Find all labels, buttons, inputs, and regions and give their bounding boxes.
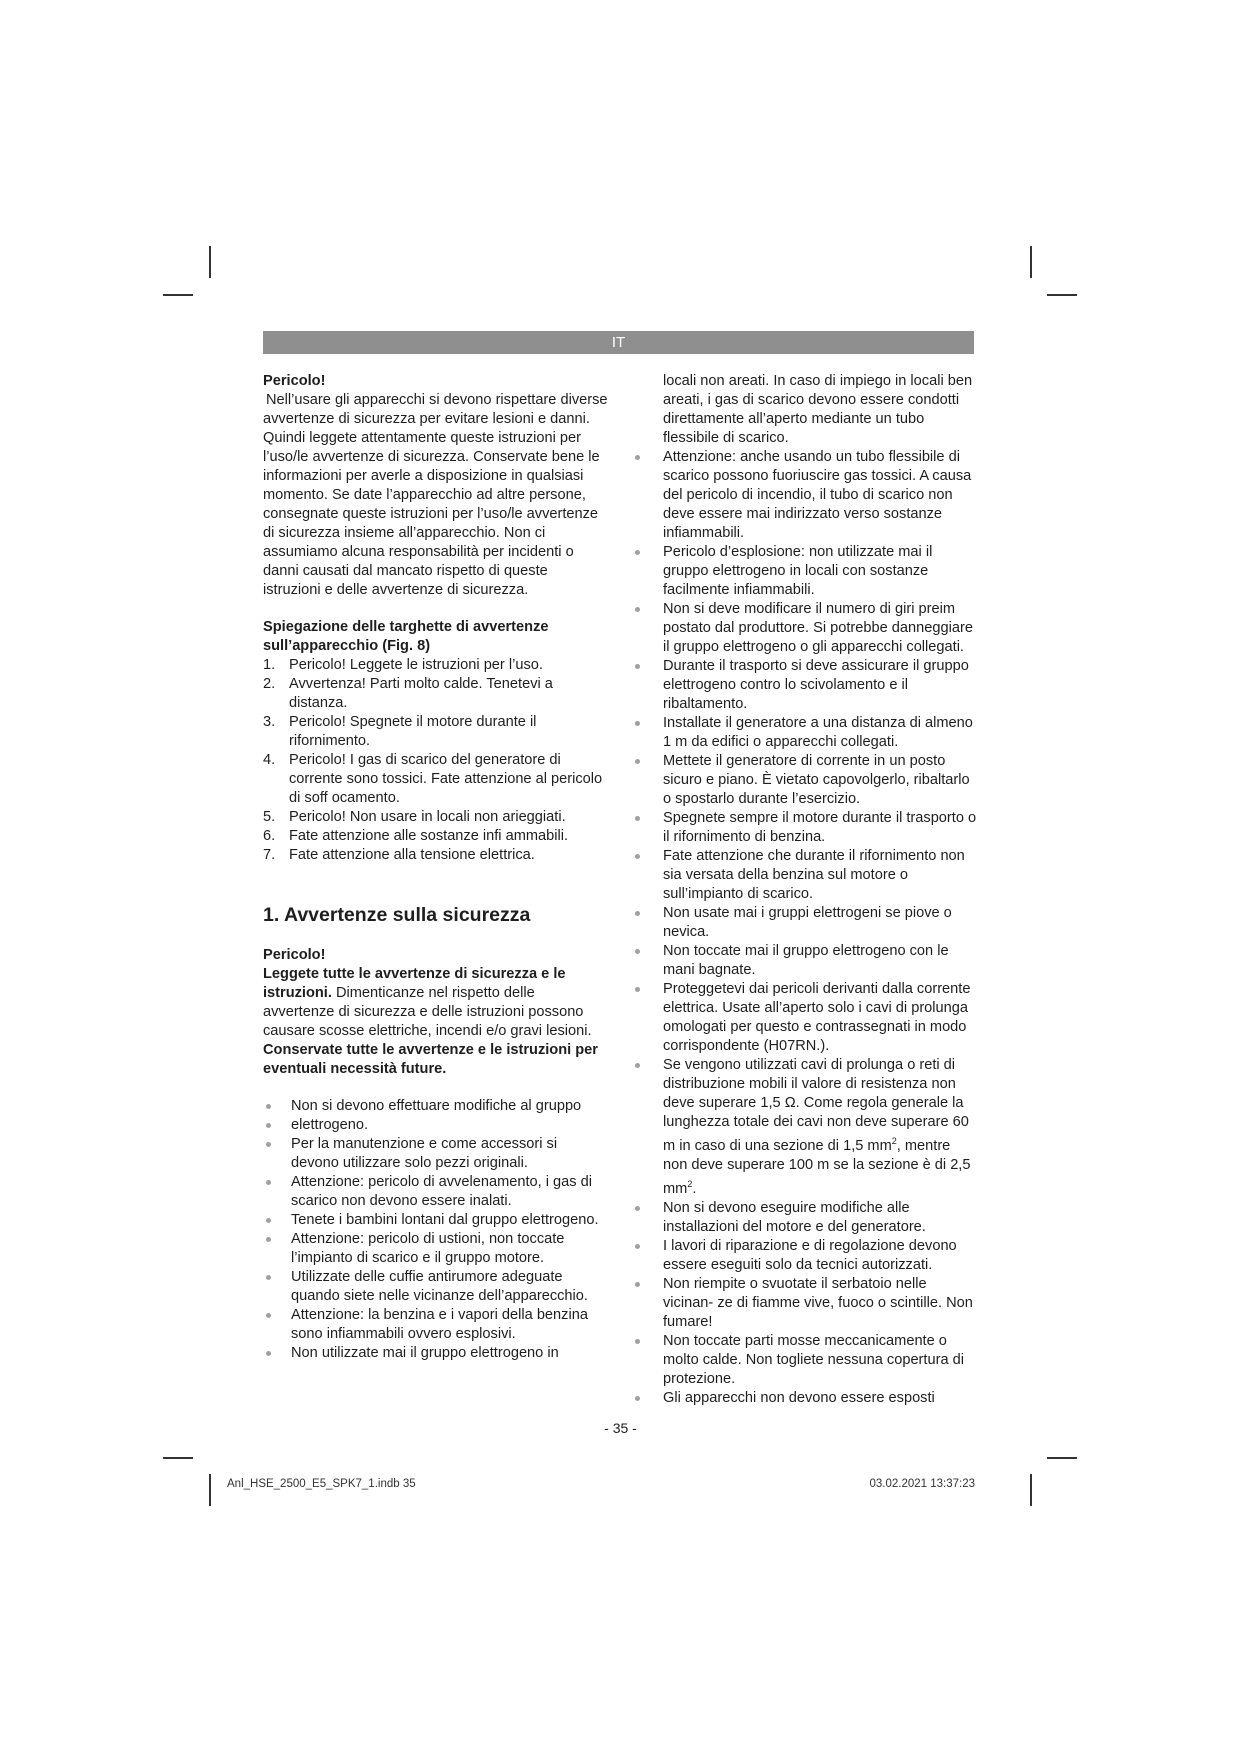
- list-item: 7. Fate attenzione alla tensione elettrica.: [263, 847, 535, 863]
- list-item: Durante il trasporto si deve assicurare il gruppo elettrogeno contro lo scivolamento e il ribaltamento.: [632, 657, 977, 714]
- list-item: Non usate mai i gruppi elettrogeni se piove o nevica.: [632, 904, 977, 942]
- list-item: 4. Pericolo! I gas di scarico del generatore di corrente sono tossici. Fate attenzione al pericolo di soff ocamento.: [263, 752, 603, 806]
- list-item: Mettete il generatore di corrente in un posto sicuro e piano. È vietato capovolgerlo, ribaltarlo o spostarlo durante l’esercizio.: [632, 752, 977, 809]
- safety-bullets-left: [263, 1097, 608, 1363]
- list-item: Installate il generatore a una distanza di almeno 1 m da edifici o apparecchi collegati.: [632, 714, 977, 752]
- list-item: Per la manutenzione e come accessori si devono utilizzare solo pezzi originali.: [263, 1135, 608, 1173]
- list-item: Attenzione: pericolo di avvelenamento, i gas di scarico non devono essere inalati.: [263, 1173, 608, 1211]
- list-item: 1. Pericolo! Leggete le istruzioni per l’uso.: [263, 657, 543, 673]
- list-item: Spegnete sempre il motore durante il trasporto o il rifornimento di benzina.: [632, 809, 977, 847]
- list-item: Non toccate parti mosse meccanicamente o molto calde. Non togliete nessuna copertura di protezione.: [632, 1332, 977, 1389]
- warning-labels-list: [263, 656, 608, 865]
- safety-bullets-right: [632, 448, 977, 1408]
- footer-datetime: 03.02.2021 13:37:23: [869, 1478, 975, 1490]
- labels-heading: Spiegazione delle targhette di avvertenze sull’apparecchio (Fig. 8): [263, 619, 549, 654]
- page-number: - 35 -: [604, 1420, 637, 1436]
- keep-instructions-paragraph: Conservate tutte le avvertenze e le istruzioni per eventuali necessità future.: [263, 1042, 598, 1077]
- list-item: Se vengono utilizzati cavi di prolunga o reti di distribuzione mobili il valore di resistenza non deve superare 1,5 Ω. Come regola generale la lunghezza totale dei cavi non deve superare 60 m in caso di una sezione di 1,5 $mm^2$, mentre non deve superare 100 m se la sezione è di 2,5 $mm^2$.: [632, 1056, 977, 1199]
- list-item: 3. Pericolo! Spegnete il motore durante il rifornimento.: [263, 714, 537, 749]
- crop-mark: [1047, 294, 1077, 296]
- list-item: Utilizzate delle cuffie antirumore adeguate quando siete nelle vicinanze dell’apparecchio.: [263, 1268, 608, 1306]
- list-item: Non toccate mai il gruppo elettrogeno con le mani bagnate.: [632, 942, 977, 980]
- footer-filename: Anl_HSE_2500_E5_SPK7_1.indb 35: [227, 1478, 416, 1490]
- crop-mark: [1030, 246, 1032, 278]
- list-item: Attenzione: pericolo di ustioni, non toccate l’impianto di scarico e il gruppo motore.: [263, 1230, 608, 1268]
- intro-paragraph: Nell’usare gli apparecchi si devono rispettare diverse avvertenze di sicurezza per evitare lesioni e danni. Quindi leggete attentamente queste istruzioni per l’uso/le avvertenze di sicurezza. Conservate bene le informazioni per averle a disposizione in qualsiasi momento. Se date l’apparecchio ad altre persone, consegnate queste istruzioni per l’uso/le avvertenze di sicurezza insieme all’apparecchio. Non ci assumiamo alcuna responsabilità per incidenti o danni causati dal mancato rispetto di queste istruzioni e delle avvertenze di sicurezza.: [263, 392, 608, 598]
- danger-heading: Pericolo!: [263, 373, 326, 389]
- language-header-bar: IT: [263, 331, 974, 354]
- list-item: 6. Fate attenzione alle sostanze infi ammabili.: [263, 828, 569, 844]
- list-item: Gli apparecchi non devono essere esposti: [632, 1389, 977, 1408]
- list-item: Non si devono eseguire modifiche alle installazioni del motore e del generatore.: [632, 1199, 977, 1237]
- continued-paragraph: locali non areati. In caso di impiego in locali ben areati, i gas di scarico devono essere condotti direttamente all’aperto mediante un tubo flessibile di scarico.: [663, 373, 973, 446]
- list-item: 2. Avvertenza! Parti molto calde. Tenetevi a distanza.: [263, 676, 553, 711]
- danger-heading-2: Pericolo!: [263, 947, 326, 963]
- list-item: Pericolo d’esplosione: non utilizzate mai il gruppo elettrogeno in locali con sostanze facilmente infiammabili.: [632, 543, 977, 600]
- right-column: [632, 372, 977, 1408]
- left-column: [263, 372, 608, 1363]
- crop-mark: [209, 1474, 211, 1506]
- list-item: Attenzione: anche usando un tubo flessibile di scarico possono fuoriuscire gas tossici. A causa del pericolo di incendio, il tubo di scarico non deve essere mai indirizzato verso sostanze infiammabili.: [632, 448, 977, 543]
- list-item: Non utilizzate mai il gruppo elettrogeno in: [263, 1344, 608, 1363]
- list-item: Non riempite o svuotate il serbatoio nelle vicinan- ze di fiamme vive, fuoco o scintille. Non fumare!: [632, 1275, 977, 1332]
- crop-mark: [1047, 1457, 1077, 1459]
- list-item: 5. Pericolo! Non usare in locali non arieggiati.: [263, 809, 566, 825]
- crop-mark: [163, 294, 193, 296]
- crop-mark: [1030, 1474, 1032, 1506]
- crop-mark: [209, 246, 211, 278]
- list-item: Attenzione: la benzina e i vapori della benzina sono infiammabili ovvero esplosivi.: [263, 1306, 608, 1344]
- list-item: Non si devono effettuare modifiche al gruppo: [263, 1097, 608, 1116]
- list-item: Tenete i bambini lontani dal gruppo elettrogeno.: [263, 1211, 608, 1230]
- list-item: I lavori di riparazione e di regolazione devono essere eseguiti solo da tecnici autorizzati.: [632, 1237, 977, 1275]
- list-item: Fate attenzione che durante il rifornimento non sia versata della benzina sul motore o sull’impianto di scarico.: [632, 847, 977, 904]
- list-item: Non si deve modificare il numero di giri preim postato dal produttore. Si potrebbe danneggiare il gruppo elettrogeno o gli apparecchi collegati.: [632, 600, 977, 657]
- crop-mark: [163, 1457, 193, 1459]
- section-title: 1. Avvertenze sulla sicurezza: [263, 904, 531, 926]
- list-item: elettrogeno.: [263, 1116, 608, 1135]
- read-instructions-paragraph: Leggete tutte le avvertenze di sicurezza e le istruzioni. Dimenticanze nel rispetto delle avvertenze di sicurezza e delle istruzioni possono causare scosse elettriche, incendi e/o gravi lesioni.: [263, 966, 592, 1039]
- list-item: Proteggetevi dai pericoli derivanti dalla corrente elettrica. Usate all’aperto solo i cavi di prolunga omologati per questo e contrassegnati in modo corrispondente (H07RN.).: [632, 980, 977, 1056]
